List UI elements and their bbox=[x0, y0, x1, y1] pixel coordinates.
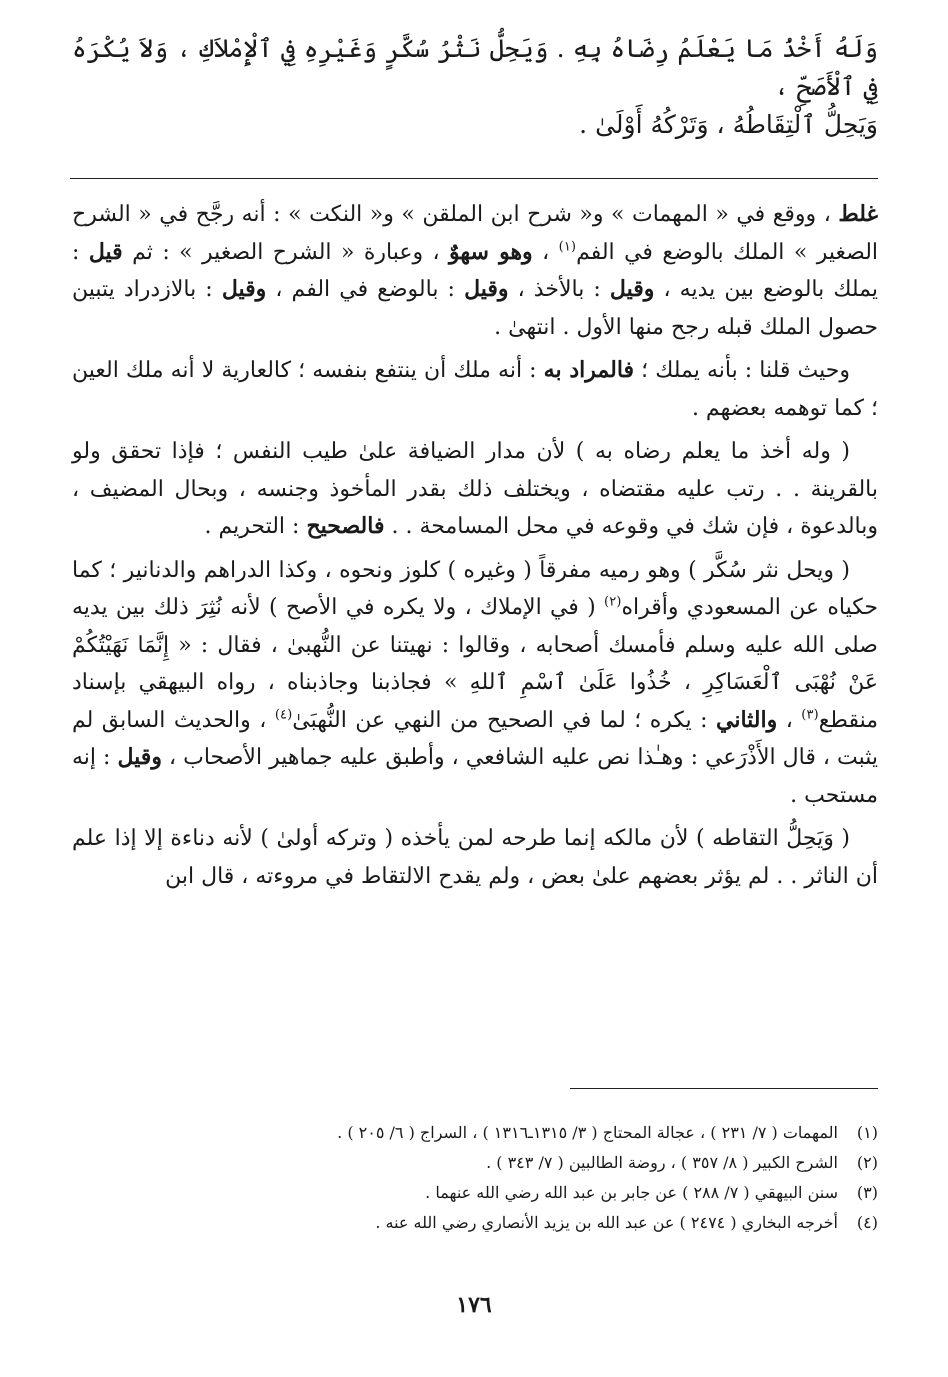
commentary-text: : يملك بالوضع بين يديه ، bbox=[72, 239, 878, 302]
footnote-item bbox=[72, 1118, 878, 1148]
footnote-number: (١) bbox=[856, 1123, 878, 1142]
commentary-text: : بالأخذ ، bbox=[517, 277, 601, 302]
commentary-text: ( وله أخذ ما يعلم رضاه به ) لأن مدار الضيافة علىٰ طيب النفس ؛ فإذا تحقق ولو بالقرينة . . رتب عليه مقتضاه ، ويختلف ذلك بقدر المأخوذ وجنسه ، وبحال المضيف ، وبالدعوة ، فإن شك في وقوعه في محل المسامحة . . bbox=[72, 439, 878, 539]
bold-term: وقيل bbox=[221, 276, 267, 302]
commentary-text: : بالازدراد يتبين حصول الملك قبله رجح منها الأول . انتهىٰ . bbox=[72, 277, 878, 340]
commentary-text: : بالوضع في الفم ، bbox=[275, 277, 455, 302]
commentary-text: ( وَيَحِلُّ التقاطه ) لأن مالكه إنما طرحه لمن يأخذه ( وتركه أولىٰ ) لأنه دناءة إلا إذا علم أن الناثر . . لم يؤثر بعضهم علىٰ بعض ، ولم يقدح الالتقاط في مروءته ، قال ابن bbox=[72, 826, 878, 889]
bold-term: فالصحيح bbox=[306, 513, 385, 539]
commentary bbox=[72, 196, 878, 901]
commentary-paragraph bbox=[72, 352, 878, 427]
footnote-item bbox=[72, 1208, 878, 1238]
footnote-ref: (٣) bbox=[801, 707, 819, 723]
page-number: ١٧٦ bbox=[456, 1292, 492, 1318]
footnote-number: (٢) bbox=[856, 1153, 878, 1172]
commentary-paragraph bbox=[72, 552, 878, 815]
commentary-text: : أنه ملك أن ينتفع بنفسه ؛ كالعارية لا أنه ملك العين ؛ كما توهمه بعضهم . bbox=[72, 358, 878, 421]
bold-term: فالمراد به bbox=[543, 357, 635, 383]
bold-term: غلط bbox=[838, 201, 878, 227]
footnote-text: المهمات ( ٧/ ٢٣١ ) ، عجالة المحتاج ( ٣/ ١٣١٥ـ١٣١٦ ) ، السراج ( ٦/ ٢٠٥ ) . bbox=[337, 1123, 838, 1142]
footnote-item bbox=[72, 1178, 878, 1208]
footnote-text: سنن البيهقي ( ٧/ ٢٨٨ ) عن جابر بن عبد الله رضي الله عنهما . bbox=[425, 1183, 838, 1202]
commentary-text: ، ووقع في « المهمات » و« شرح ابن الملقن » و« النكت » : أنه رجَّح في « الشرح الصغير » الملك بالوضع في الفم bbox=[72, 202, 879, 265]
footnote-number: (٤) bbox=[856, 1213, 878, 1232]
footnote-ref: (٤) bbox=[274, 707, 293, 723]
footnote-number: (٣) bbox=[856, 1183, 878, 1202]
footnotes bbox=[72, 1118, 878, 1238]
commentary-text: وحيث قلنا : بأنه يملك ؛ bbox=[641, 358, 851, 383]
commentary-text: : التحريم . bbox=[204, 514, 300, 539]
bold-term: قيل bbox=[88, 238, 123, 265]
main-text-line: وَلَهُ أَخْذُ مَا يَعْلَمُ رِضَاهُ بِهِ . وَيَحِلُّ نَثْرُ سُكَّرٍ وَغَيْرِهِ فِي ٱلْإِمْلاَكِ ، وَلاَ يُكْرَهُ فِي ٱلْأَصَحِّ ، bbox=[72, 34, 878, 101]
main-text bbox=[72, 30, 878, 144]
footnote-divider bbox=[570, 1088, 878, 1089]
commentary-text: ، وعبارة « الشرح الصغير » : ثم bbox=[132, 239, 440, 265]
bold-term: وقيل bbox=[464, 276, 509, 302]
commentary-text: : إنه مستحب . bbox=[72, 745, 878, 808]
commentary-text: ، bbox=[542, 239, 550, 265]
footnote-text: الشرح الكبير ( ٨/ ٣٥٧ ) ، روضة الطالبين ( ٧/ ٣٤٣ ) . bbox=[486, 1153, 838, 1172]
commentary-text: ، والحديث السابق لم يثبت ، قال الأَذْرَعي : وهـٰذا نص عليه الشافعي ، وأطبق عليه جماهير الأصحاب ، bbox=[72, 707, 879, 770]
footnote-ref: (٢) bbox=[604, 594, 622, 610]
footnote-text: أخرجه البخاري ( ٢٤٧٤ ) عن عبد الله بن يزيد الأنصاري رضي الله عنه . bbox=[375, 1213, 838, 1232]
bold-term: والثاني bbox=[716, 706, 778, 733]
main-text-line: وَيَحِلُّ ٱلْتِقَاطُهُ ، وَتَرْكُهُ أَوْلَىٰ . bbox=[579, 110, 878, 139]
text-divider bbox=[70, 178, 878, 179]
bold-term: وقيل bbox=[117, 744, 162, 770]
commentary-text: : يكره ؛ لما في الصحيح من النهي عن النُّهبَىٰ bbox=[292, 707, 708, 733]
commentary-paragraph bbox=[72, 820, 878, 895]
footnote-item bbox=[72, 1148, 878, 1178]
commentary-paragraph bbox=[72, 196, 878, 346]
commentary-paragraph bbox=[72, 433, 878, 546]
footnote-ref: (١) bbox=[558, 239, 577, 255]
commentary-text: ( ويحل نثر سُكَّر ) وهو رميه مفرقاً ( وغيره ) كلوز ونحوه ، وكذا الدراهم والدنانير ؛ كما حكياه عن المسعودي وأقراه bbox=[72, 557, 879, 620]
bold-term: وقيل bbox=[609, 276, 655, 302]
commentary-text: ( في الإملاك ، ولا يكره في الأصح ) لأنه نُثِرَ ذلك بين يديه صلى الله عليه وسلم فأمسك أصحابه ، وقالوا : نهيتنا عن النُّهبىٰ ، فقال : « إِنَّمَا نَهَيْتُكُمْ عَنْ نُهْبَى ٱلْعَسَاكِرِ ، خُذُوا عَلَىٰ ٱسْمِ ٱللهِ » فجاذبنا وجاذبناه ، رواه البيهقي بإسناد منقطع bbox=[72, 595, 879, 733]
commentary-text: ، bbox=[785, 707, 793, 733]
bold-term: وهو سهوٌ bbox=[449, 238, 533, 265]
